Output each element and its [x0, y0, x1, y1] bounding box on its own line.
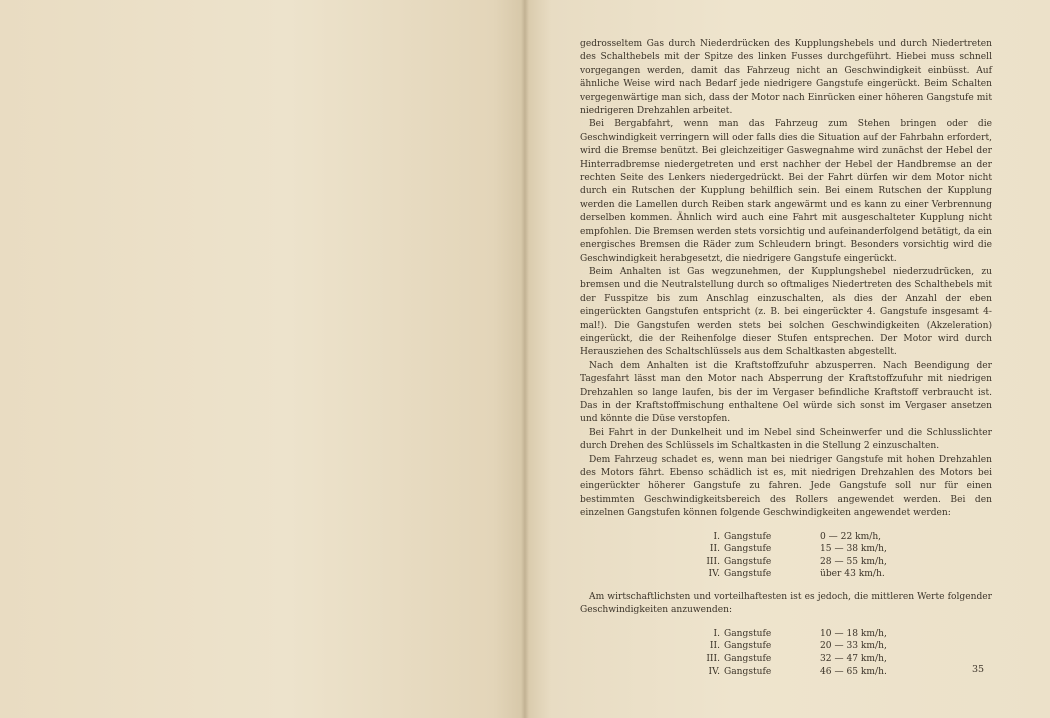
gear-label: Gangstufe — [724, 556, 772, 567]
table-row — [704, 531, 887, 544]
speed-range: 28 — 55 km/h, — [820, 556, 887, 567]
table-row — [704, 556, 887, 569]
speed-range: 10 — 18 km/h, — [820, 628, 887, 639]
table-row — [704, 543, 887, 556]
paragraph-2: Bei Bergabfahrt, wenn man das Fahrzeug zum Stehen bringen oder die Geschwindigkeit verringern will oder falls dies die Situation auf der Fahrbahn erfordert, wird die Bremse benützt. Bei gleichzeitiger Gaswegnahme wird zunächst der Hebel der Hinterradbremse niedergetreten und erst nachher der Hebel der Handbremse an der rechten Seite des Lenkers niedergedrückt. Bei der Fahrt dürfen wir dem Motor nicht durch ein Rutschen der Kupplung behilflich sein. Bei einem Rutschen der Kupplung werden die Lamellen durch Reiben stark angewärmt und es kann zu einer Verbrennung derselben kommen. Ähnlich wird auch eine Fahrt mit ausgeschalteter Kupplung nicht empfohlen. Die Bremsen werden stets vorsichtig und aufeinanderfolgend betätigt, da ein energisches Bremsen die Räder zum Schleudern bringt. Besonders vorsichtig wird die Geschwindigkeit herabgesetzt, die niedrigere Gangstufe eingerückt. — [580, 119, 992, 264]
gear-number: IV. — [708, 666, 720, 677]
speed-range: 46 — 65 km/h. — [820, 666, 887, 677]
table-row — [704, 666, 887, 679]
speed-table-optimal — [704, 628, 887, 678]
paragraph-7: Am wirtschaftlichsten und vorteilhaftesten ist es jedoch, die mittleren Werte folgender Geschwindigkeiten anzuwenden: — [580, 592, 992, 616]
paragraph-6: Dem Fahrzeug schadet es, wenn man bei niedriger Gangstufe mit hohen Drehzahlen des Motors fährt. Ebenso schädlich ist es, mit niedrigen Drehzahlen des Motors bei eingerückter höherer Gangstufe zu fahren. Jede Gangstufe soll nur für einen bestimmten Geschwindigkeitsbereich des Rollers angewendet werden. Bei den einzelnen Gangstufen können folgende Geschwindigkeiten angewendet werden: — [580, 454, 992, 519]
gear-label: Gangstufe — [724, 531, 772, 542]
table-row — [704, 653, 887, 666]
gear-number: I. — [713, 531, 720, 542]
speed-range: 20 — 33 km/h, — [820, 641, 887, 652]
gear-number: II. — [709, 641, 720, 652]
speed-range: 32 — 47 km/h, — [820, 654, 887, 664]
gear-number: II. — [709, 544, 720, 555]
gear-label: Gangstufe — [724, 654, 772, 664]
gear-number: III. — [706, 556, 720, 567]
table-row — [704, 568, 887, 581]
gear-label: Gangstufe — [724, 569, 772, 580]
speed-range: 0 — 22 km/h, — [820, 531, 882, 542]
paragraph-4: Nach dem Anhalten ist die Kraftstoffzufuhr abzusperren. Nach Beendigung der Tagesfahrt lässt man den Motor nach Absperrung der Kraftstoffzufuhr mit niedrigen Drehzahlen so lange laufen, bis der im Vergaser befindliche Kraftstoff verbraucht ist. Das in der Kraftstoffmischung enthaltene Oel würde sich sonst im Vergaser ansetzen und könnte die Düse verstopfen. — [580, 360, 992, 425]
gear-number: I. — [713, 628, 720, 639]
speed-range: über 43 km/h. — [820, 569, 885, 580]
gear-label: Gangstufe — [724, 628, 772, 639]
gear-label: Gangstufe — [724, 544, 772, 555]
gear-label: Gangstufe — [724, 641, 772, 652]
table-row — [704, 628, 887, 641]
speed-range: 15 — 38 km/h, — [820, 544, 887, 555]
gear-label: Gangstufe — [724, 666, 772, 677]
gear-number: IV. — [708, 569, 720, 580]
speed-table-ranges — [704, 531, 887, 581]
paragraph-5: Bei Fahrt in der Dunkelheit und im Nebel sind Scheinwerfer und die Schlusslichter durch Drehen des Schlüssels im Schaltkasten in die Stellung 2 einzuschalten. — [580, 427, 992, 452]
book-gutter — [521, 0, 529, 718]
gear-number: III. — [706, 654, 720, 664]
paragraph-1: gedrosseltem Gas durch Niederdrücken des Kupplungshebels und durch Niedertreten des Schalthebels mit der Spitze des linken Fusses durchgeführt. Hiebei muss schnell vorgegangen werden, damit das Fahrzeug nicht an Geschwindigkeit einbüsst. Auf ähnliche Weise wird nach Bedarf jede niedrigere Gangstufe eingerückt. Beim Schalten vergegenwärtige man sich, dass der Motor nach Einrücken einer höheren Gangstufe mit niedrigeren Drehzahlen arbeitet. — [580, 39, 992, 117]
right-page-text — [580, 38, 992, 688]
paragraph-3: Beim Anhalten ist Gas wegzunehmen, der Kupplungshebel niederzudrücken, zu bremsen und die Neutralstellung durch so oftmaliges Niedertreten des Schalthebels mit der Fusspitze bis zum Anschlag einzuschalten, als dies der Anzahl der eben eingerückten Gangstufen entspricht (z. B. bei eingerückter 4. Gangstufe insgesamt 4-mal!). Die Gangstufen werden stets bei solchen Geschwindigkeiten (Akzeleration) eingerückt, die der Reihenfolge dieser Stufen entsprechen. Der Motor wird durch Herausziehen des Schaltschlüssels aus dem Schaltkasten abgestellt. — [580, 266, 992, 358]
page-number: 35 — [972, 664, 985, 675]
table-row — [704, 640, 887, 653]
